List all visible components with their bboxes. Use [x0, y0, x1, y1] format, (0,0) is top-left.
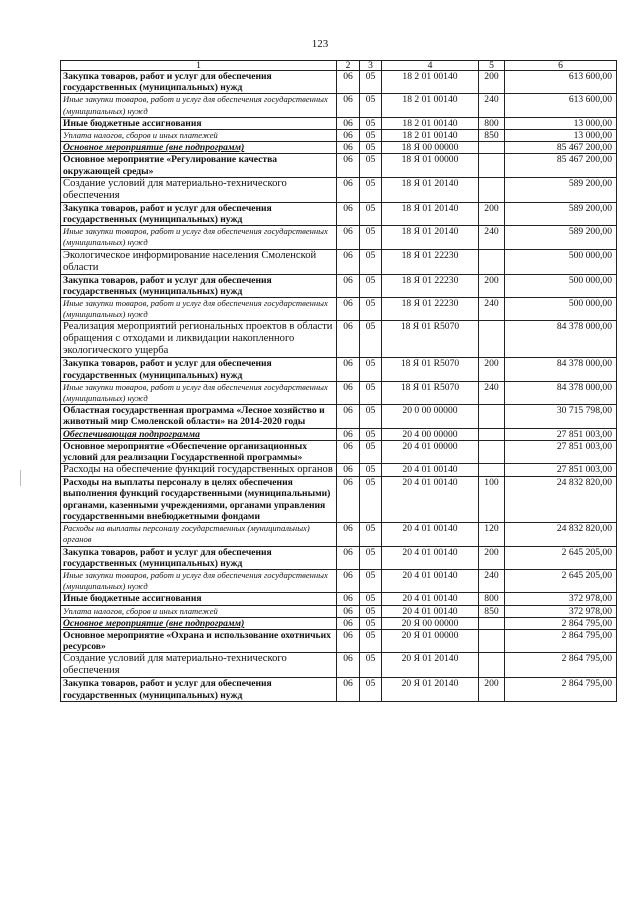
- row-description-cell: Закупка товаров, работ и услуг для обеспечения государственных (муниципальных) нужд: [61, 546, 337, 569]
- expense-type-cell: [479, 440, 505, 463]
- target-article-cell: 18 2 01 00140: [382, 117, 479, 129]
- table-row: [61, 629, 617, 652]
- amount-cell: 24 832 820,00: [505, 477, 617, 523]
- row-description-cell: Областная государственная программа «Лесное хозяйство и животный мир Смоленской области» на 2014-2020 годы: [61, 405, 337, 428]
- row-description-cell: Иные закупки товаров, работ и услуг для обеспечения государственных (муниципальных) нужд: [61, 569, 337, 592]
- table-row: [61, 130, 617, 142]
- expense-type-cell: 240: [479, 226, 505, 249]
- target-article-cell: 20 0 00 00000: [382, 405, 479, 428]
- row-description-cell: Закупка товаров, работ и услуг для обеспечения государственных (муниципальных) нужд: [61, 202, 337, 225]
- row-description-cell: Закупка товаров, работ и услуг для обеспечения государственных (муниципальных) нужд: [61, 358, 337, 381]
- table-row: [61, 202, 617, 225]
- expense-type-cell: 200: [479, 202, 505, 225]
- amount-cell: 84 378 000,00: [505, 381, 617, 404]
- amount-cell: 372 978,00: [505, 605, 617, 617]
- table-row: [61, 464, 617, 477]
- target-article-cell: 20 Я 01 00000: [382, 629, 479, 652]
- subsection-code-cell: 05: [360, 546, 382, 569]
- row-description-cell: Иные бюджетные ассигнования: [61, 593, 337, 605]
- amount-cell: 13 000,00: [505, 117, 617, 129]
- expense-type-cell: [479, 464, 505, 477]
- amount-cell: 27 851 003,00: [505, 440, 617, 463]
- target-article-cell: 20 4 01 00140: [382, 477, 479, 523]
- expense-type-cell: 800: [479, 593, 505, 605]
- column-header: 4: [382, 61, 479, 71]
- table-row: [61, 321, 617, 358]
- row-description-cell: Расходы на обеспечение функций государственных органов: [61, 464, 337, 477]
- target-article-cell: 20 4 01 00140: [382, 593, 479, 605]
- row-description-cell: Создание условий для материально-технического обеспечения: [61, 177, 337, 202]
- row-description-cell: Закупка товаров, работ и услуг для обеспечения государственных (муниципальных) нужд: [61, 274, 337, 297]
- subsection-code-cell: 05: [360, 274, 382, 297]
- scan-edge-mark: [20, 470, 21, 486]
- section-code-cell: 06: [337, 593, 360, 605]
- amount-cell: 84 378 000,00: [505, 358, 617, 381]
- expense-type-cell: 240: [479, 298, 505, 321]
- table-row: [61, 678, 617, 701]
- column-header: 5: [479, 61, 505, 71]
- subsection-code-cell: 05: [360, 428, 382, 440]
- table-row: [61, 274, 617, 297]
- subsection-code-cell: 05: [360, 523, 382, 546]
- table-row: [61, 477, 617, 523]
- subsection-code-cell: 05: [360, 629, 382, 652]
- target-article-cell: 20 4 01 00140: [382, 546, 479, 569]
- amount-cell: 500 000,00: [505, 274, 617, 297]
- section-code-cell: 06: [337, 226, 360, 249]
- page-number: 123: [311, 38, 329, 50]
- table-row: [61, 569, 617, 592]
- row-description-cell: Иные закупки товаров, работ и услуг для обеспечения государственных (муниципальных) нужд: [61, 226, 337, 249]
- subsection-code-cell: 05: [360, 605, 382, 617]
- amount-cell: 27 851 003,00: [505, 464, 617, 477]
- amount-cell: 613 600,00: [505, 71, 617, 94]
- table-row: [61, 117, 617, 129]
- table-row: [61, 226, 617, 249]
- section-code-cell: 06: [337, 464, 360, 477]
- target-article-cell: 18 Я 00 00000: [382, 142, 479, 154]
- expense-type-cell: 240: [479, 381, 505, 404]
- row-description-cell: Создание условий для материально-технического обеспечения: [61, 653, 337, 678]
- subsection-code-cell: 05: [360, 381, 382, 404]
- expense-type-cell: 200: [479, 71, 505, 94]
- table-row: [61, 381, 617, 404]
- subsection-code-cell: 05: [360, 202, 382, 225]
- table-row: [61, 593, 617, 605]
- amount-cell: 372 978,00: [505, 593, 617, 605]
- target-article-cell: 20 4 00 00000: [382, 428, 479, 440]
- section-code-cell: 06: [337, 177, 360, 202]
- target-article-cell: 20 Я 01 20140: [382, 653, 479, 678]
- subsection-code-cell: 05: [360, 117, 382, 129]
- subsection-code-cell: 05: [360, 405, 382, 428]
- column-header: 2: [337, 61, 360, 71]
- subsection-code-cell: 05: [360, 94, 382, 117]
- section-code-cell: 06: [337, 358, 360, 381]
- subsection-code-cell: 05: [360, 321, 382, 358]
- subsection-code-cell: 05: [360, 142, 382, 154]
- table-row: [61, 617, 617, 629]
- row-description-cell: Закупка товаров, работ и услуг для обеспечения государственных (муниципальных) нужд: [61, 678, 337, 701]
- target-article-cell: 18 Я 01 00000: [382, 154, 479, 177]
- amount-cell: 2 864 795,00: [505, 653, 617, 678]
- subsection-code-cell: 05: [360, 593, 382, 605]
- subsection-code-cell: 05: [360, 653, 382, 678]
- target-article-cell: 18 2 01 00140: [382, 94, 479, 117]
- expense-type-cell: 200: [479, 678, 505, 701]
- row-description-cell: Иные закупки товаров, работ и услуг для обеспечения государственных (муниципальных) нужд: [61, 94, 337, 117]
- amount-cell: 589 200,00: [505, 202, 617, 225]
- row-description-cell: Иные закупки товаров, работ и услуг для обеспечения государственных (муниципальных) нужд: [61, 298, 337, 321]
- target-article-cell: 18 Я 01 20140: [382, 202, 479, 225]
- section-code-cell: 06: [337, 202, 360, 225]
- row-description-cell: Основное мероприятие «Обеспечение организационных условий для реализации Государственной программы»: [61, 440, 337, 463]
- table-row: [61, 440, 617, 463]
- amount-cell: 500 000,00: [505, 298, 617, 321]
- amount-cell: 24 832 820,00: [505, 523, 617, 546]
- subsection-code-cell: 05: [360, 358, 382, 381]
- expense-type-cell: 120: [479, 523, 505, 546]
- expense-type-cell: 800: [479, 117, 505, 129]
- expense-type-cell: 200: [479, 358, 505, 381]
- subsection-code-cell: 05: [360, 226, 382, 249]
- subsection-code-cell: 05: [360, 71, 382, 94]
- table-row: [61, 298, 617, 321]
- table-row: [61, 177, 617, 202]
- table-row: [61, 653, 617, 678]
- target-article-cell: 18 Я 01 20140: [382, 226, 479, 249]
- section-code-cell: 06: [337, 249, 360, 274]
- amount-cell: 13 000,00: [505, 130, 617, 142]
- expense-type-cell: 200: [479, 274, 505, 297]
- section-code-cell: 06: [337, 405, 360, 428]
- amount-cell: 85 467 200,00: [505, 142, 617, 154]
- table-header-row: [61, 61, 617, 71]
- section-code-cell: 06: [337, 617, 360, 629]
- expense-type-cell: [479, 142, 505, 154]
- row-description-cell: Основное мероприятие (вне подпрограмм): [61, 617, 337, 629]
- table-row: [61, 358, 617, 381]
- subsection-code-cell: 05: [360, 678, 382, 701]
- row-description-cell: Экологическое информирование населения Смоленской области: [61, 249, 337, 274]
- expense-type-cell: [479, 653, 505, 678]
- target-article-cell: 20 4 01 00140: [382, 464, 479, 477]
- amount-cell: 613 600,00: [505, 94, 617, 117]
- subsection-code-cell: 05: [360, 249, 382, 274]
- row-description-cell: Основное мероприятие «Охрана и использование охотничьих ресурсов»: [61, 629, 337, 652]
- target-article-cell: 20 4 01 00140: [382, 569, 479, 592]
- row-description-cell: Расходы на выплаты персоналу в целях обеспечения выполнения функций государственными (муниципальными) органами, казенными учреждениями, органами управления государственными внебюджетными фондами: [61, 477, 337, 523]
- amount-cell: 2 864 795,00: [505, 678, 617, 701]
- section-code-cell: 06: [337, 117, 360, 129]
- section-code-cell: 06: [337, 381, 360, 404]
- expense-type-cell: [479, 321, 505, 358]
- table-row: [61, 546, 617, 569]
- section-code-cell: 06: [337, 440, 360, 463]
- target-article-cell: 20 Я 00 00000: [382, 617, 479, 629]
- amount-cell: 2 864 795,00: [505, 617, 617, 629]
- section-code-cell: 06: [337, 321, 360, 358]
- budget-table: [60, 60, 617, 702]
- amount-cell: 589 200,00: [505, 226, 617, 249]
- section-code-cell: 06: [337, 653, 360, 678]
- amount-cell: 589 200,00: [505, 177, 617, 202]
- expense-type-cell: [479, 249, 505, 274]
- target-article-cell: 18 2 01 00140: [382, 130, 479, 142]
- amount-cell: 500 000,00: [505, 249, 617, 274]
- section-code-cell: 06: [337, 477, 360, 523]
- row-description-cell: Основное мероприятие «Регулирование качества окружающей среды»: [61, 154, 337, 177]
- table-row: [61, 94, 617, 117]
- expense-type-cell: 850: [479, 130, 505, 142]
- section-code-cell: 06: [337, 605, 360, 617]
- table-row: [61, 71, 617, 94]
- section-code-cell: 06: [337, 678, 360, 701]
- column-header: 6: [505, 61, 617, 71]
- subsection-code-cell: 05: [360, 298, 382, 321]
- target-article-cell: 18 Я 01 22230: [382, 274, 479, 297]
- target-article-cell: 20 4 01 00140: [382, 523, 479, 546]
- subsection-code-cell: 05: [360, 464, 382, 477]
- table-row: [61, 523, 617, 546]
- target-article-cell: 18 Я 01 R5070: [382, 381, 479, 404]
- row-description-cell: Уплата налогов, сборов и иных платежей: [61, 130, 337, 142]
- section-code-cell: 06: [337, 130, 360, 142]
- expense-type-cell: [479, 177, 505, 202]
- expense-type-cell: 100: [479, 477, 505, 523]
- row-description-cell: Иные закупки товаров, работ и услуг для обеспечения государственных (муниципальных) нужд: [61, 381, 337, 404]
- subsection-code-cell: 05: [360, 177, 382, 202]
- table-row: [61, 154, 617, 177]
- subsection-code-cell: 05: [360, 130, 382, 142]
- subsection-code-cell: 05: [360, 154, 382, 177]
- target-article-cell: 18 2 01 00140: [382, 71, 479, 94]
- target-article-cell: 18 Я 01 22230: [382, 298, 479, 321]
- subsection-code-cell: 05: [360, 617, 382, 629]
- amount-cell: 30 715 798,00: [505, 405, 617, 428]
- section-code-cell: 06: [337, 428, 360, 440]
- section-code-cell: 06: [337, 546, 360, 569]
- row-description-cell: Закупка товаров, работ и услуг для обеспечения государственных (муниципальных) нужд: [61, 71, 337, 94]
- amount-cell: 2 645 205,00: [505, 546, 617, 569]
- target-article-cell: 20 Я 01 20140: [382, 678, 479, 701]
- expense-type-cell: [479, 154, 505, 177]
- table-row: [61, 405, 617, 428]
- amount-cell: 85 467 200,00: [505, 154, 617, 177]
- subsection-code-cell: 05: [360, 569, 382, 592]
- section-code-cell: 06: [337, 142, 360, 154]
- row-description-cell: Иные бюджетные ассигнования: [61, 117, 337, 129]
- amount-cell: 2 864 795,00: [505, 629, 617, 652]
- table-row: [61, 605, 617, 617]
- section-code-cell: 06: [337, 274, 360, 297]
- table-row: [61, 249, 617, 274]
- column-header: 3: [360, 61, 382, 71]
- expense-type-cell: 200: [479, 546, 505, 569]
- target-article-cell: 18 Я 01 20140: [382, 177, 479, 202]
- expense-type-cell: 240: [479, 94, 505, 117]
- section-code-cell: 06: [337, 569, 360, 592]
- expense-type-cell: 850: [479, 605, 505, 617]
- amount-cell: 27 851 003,00: [505, 428, 617, 440]
- section-code-cell: 06: [337, 298, 360, 321]
- expense-type-cell: [479, 629, 505, 652]
- section-code-cell: 06: [337, 523, 360, 546]
- section-code-cell: 06: [337, 154, 360, 177]
- subsection-code-cell: 05: [360, 477, 382, 523]
- expense-type-cell: [479, 428, 505, 440]
- expense-type-cell: [479, 405, 505, 428]
- target-article-cell: 20 4 01 00000: [382, 440, 479, 463]
- row-description-cell: Расходы на выплаты персоналу государственных (муниципальных) органов: [61, 523, 337, 546]
- column-header: 1: [61, 61, 337, 71]
- section-code-cell: 06: [337, 94, 360, 117]
- row-description-cell: Обеспечивающая подпрограмма: [61, 428, 337, 440]
- expense-type-cell: 240: [479, 569, 505, 592]
- section-code-cell: 06: [337, 71, 360, 94]
- expense-type-cell: [479, 617, 505, 629]
- target-article-cell: 18 Я 01 R5070: [382, 321, 479, 358]
- row-description-cell: Уплата налогов, сборов и иных платежей: [61, 605, 337, 617]
- row-description-cell: Основное мероприятие (вне подпрограмм): [61, 142, 337, 154]
- amount-cell: 84 378 000,00: [505, 321, 617, 358]
- target-article-cell: 18 Я 01 R5070: [382, 358, 479, 381]
- subsection-code-cell: 05: [360, 440, 382, 463]
- row-description-cell: Реализация мероприятий региональных проектов в области обращения с отходами и ликвидации накопленного экологического ущерба: [61, 321, 337, 358]
- table-row: [61, 142, 617, 154]
- section-code-cell: 06: [337, 629, 360, 652]
- target-article-cell: 18 Я 01 22230: [382, 249, 479, 274]
- table-row: [61, 428, 617, 440]
- target-article-cell: 20 4 01 00140: [382, 605, 479, 617]
- amount-cell: 2 645 205,00: [505, 569, 617, 592]
